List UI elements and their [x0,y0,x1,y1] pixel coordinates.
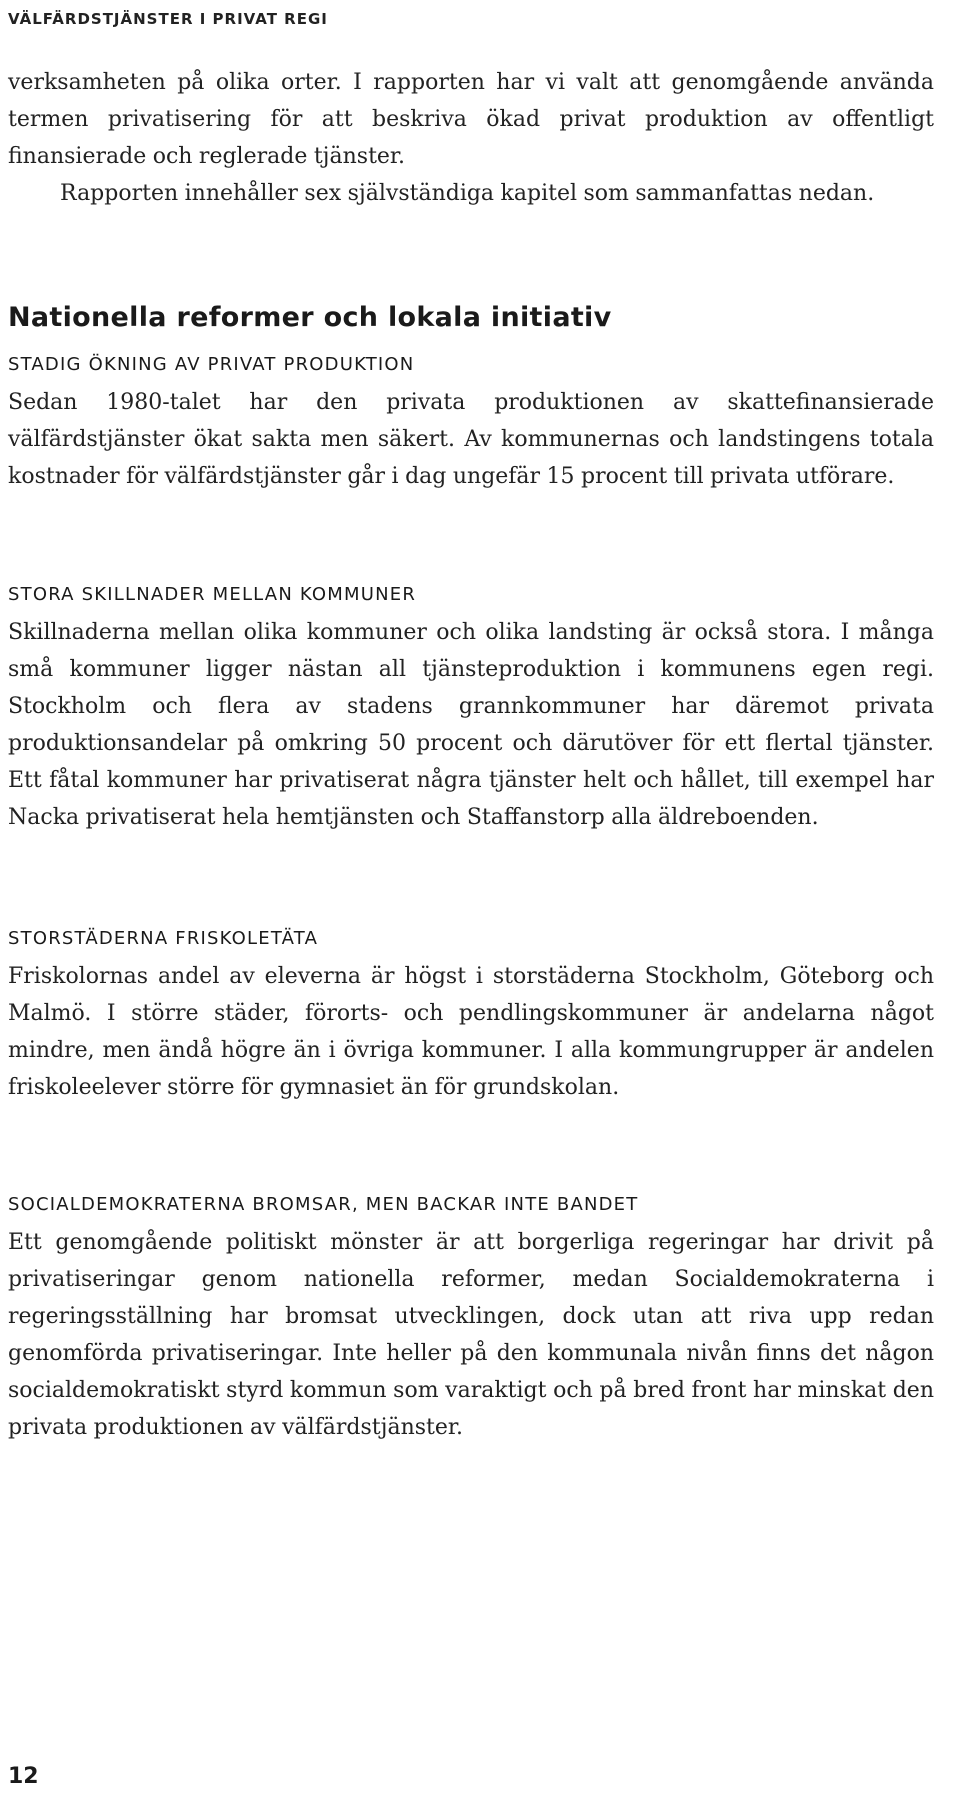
section-heading: STORSTÄDERNA FRISKOLETÄTA [8,928,319,949]
section-stora-skillnader [8,582,934,836]
section-paragraph: Skillnaderna mellan olika kommuner och olika landsting är också stora. I många små kommuner ligger nästan all tjänsteproduktion i kommunens egen regi. Stockholm och flera av stadens grannkommuner har däremot privata produktionsandelar på omkring 50 procent och därutöver för ett flertal tjänster. Ett fåtal kommuner har privatiserat några tjänster helt och hållet, till exempel har Nacka privatiserat hela hemtjänsten och Staffanstorp alla äldreboenden. [8,620,934,830]
section-stadig-okning [8,352,934,495]
section-heading: STADIG ÖKNING AV PRIVAT PRODUKTION [8,354,415,375]
intro-block [8,64,934,212]
section-paragraph: Sedan 1980-talet har den privata produktionen av skattefinansierade välfärdstjänster ökat sakta men säkert. Av kommunernas och landstingens totala kostnader för välfärdstjänster går i dag ungefär 15 procent till privata utförare. [8,390,934,489]
section-heading: SOCIALDEMOKRATERNA BROMSAR, MEN BACKAR INTE BANDET [8,1194,639,1215]
section-paragraph: Friskolornas andel av eleverna är högst i storstäderna Stockholm, Göteborg och Malmö. I större städer, förorts- och pendlingskommuner är andelarna något mindre, men ändå högre än i övriga kommuner. I alla kommungrupper är andelen friskoleelever större för gymnasiet än för grundskolan. [8,964,934,1100]
section-socialdemokraterna [8,1192,934,1446]
section-heading: STORA SKILLNADER MELLAN KOMMUNER [8,584,417,605]
intro-paragraph: verksamheten på olika orter. I rapporten har vi valt att genomgående använda termen privatisering för att beskriva ökad privat produktion av offentligt finansierade och reglerade tjänster. [8,70,934,169]
section-storstaderna [8,926,934,1106]
chapter-title: Nationella reformer och lokala initiativ [8,302,612,333]
intro-paragraph-summary: Rapporten innehåller sex självständiga kapitel som sammanfattas nedan. [60,181,875,206]
running-head: VÄLFÄRDSTJÄNSTER I PRIVAT REGI [8,10,328,28]
page-number: 12 [8,1764,39,1789]
section-paragraph: Ett genomgående politiskt mönster är att borgerliga regeringar har drivit på privatiseringar genom nationella reformer, medan Socialdemokraterna i regeringsställning har bromsat utvecklingen, dock utan att riva upp redan genomförda privatiseringar. Inte heller på den kommunala nivån finns det någon socialdemokratiskt styrd kommun som varaktigt och på bred front har minskat den privata produktionen av välfärdstjänster. [8,1230,934,1440]
